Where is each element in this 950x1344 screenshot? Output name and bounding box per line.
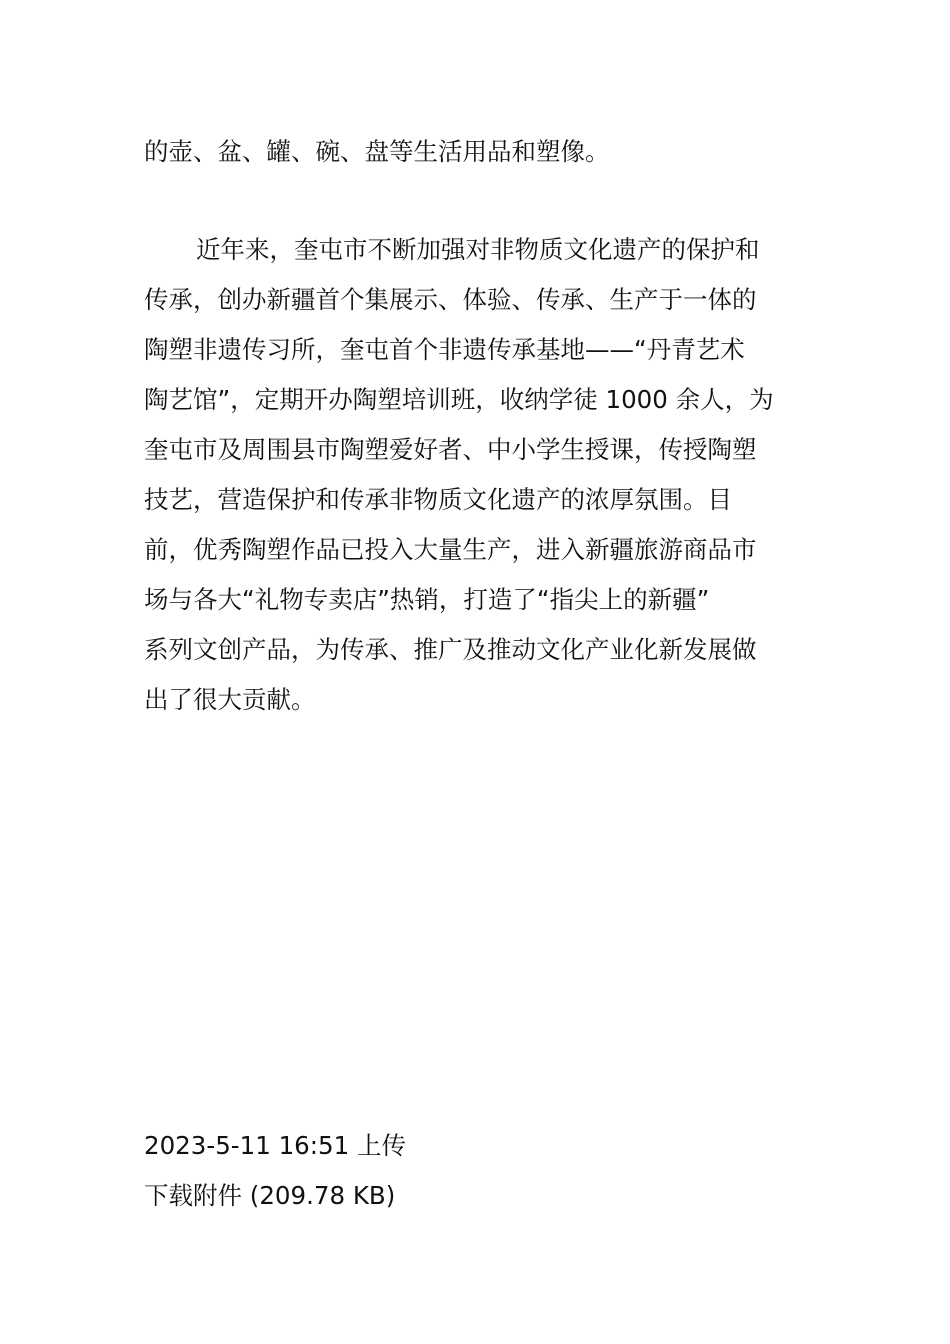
attachment-download-link-row — [144, 1180, 395, 1212]
paragraph-line: 奎屯市及周围县市陶塑爱好者、中小学生授课，传授陶塑 — [144, 435, 757, 464]
paragraph-line: 前，优秀陶塑作品已投入大量生产，进入新疆旅游商品市 — [144, 535, 757, 564]
paragraph-line: 的壶、盆、罐、碗、盘等生活用品和塑像。 — [144, 137, 610, 166]
download-attachment-link[interactable]: 下载附件 (209.78 KB) — [144, 1181, 396, 1210]
paragraph-line: 陶艺馆”，定期开办陶塑培训班，收纳学徒 1000 余人，为 — [144, 385, 774, 414]
paragraph-line: 场与各大“礼物专卖店”热销，打造了“指尖上的新疆” — [144, 585, 710, 614]
upload-timestamp: 2023-5-11 16:51 上传 — [144, 1131, 406, 1160]
paragraph-line: 陶塑非遗传习所，奎屯首个非遗传承基地——“丹青艺术 — [144, 335, 745, 364]
paragraph-line: 近年来，奎屯市不断加强对非物质文化遗产的保护和 — [196, 235, 760, 264]
paragraph-line: 传承，创办新疆首个集展示、体验、传承、生产于一体的 — [144, 285, 757, 314]
paragraph-line: 技艺，营造保护和传承非物质文化遗产的浓厚氛围。目 — [144, 485, 732, 514]
paragraph-line: 系列文创产品，为传承、推广及推动文化产业化新发展做 — [144, 635, 757, 664]
paragraph-line: 出了很大贡献。 — [144, 685, 316, 714]
